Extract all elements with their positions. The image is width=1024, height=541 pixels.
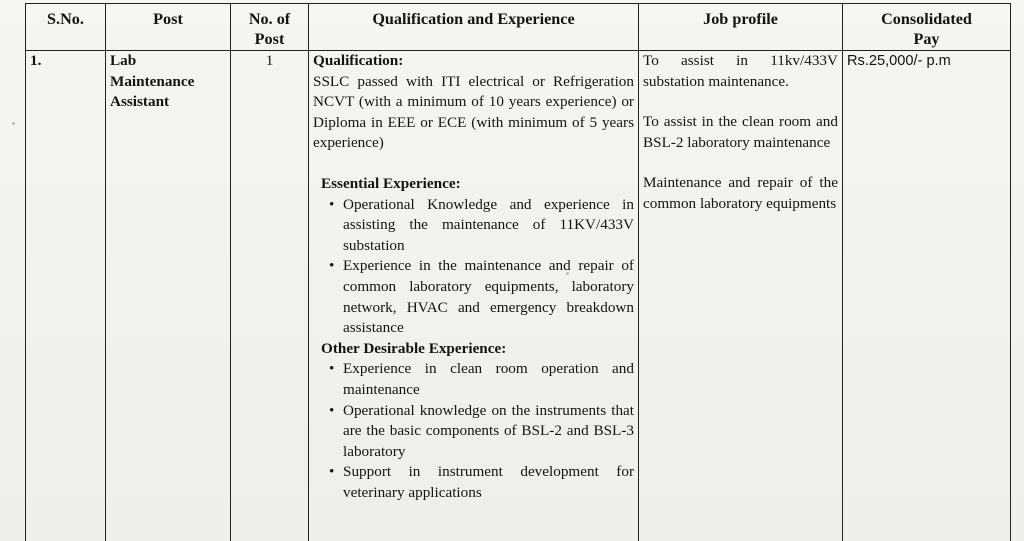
spacer xyxy=(313,154,634,174)
header-pay xyxy=(843,4,1011,51)
post-line: Assistant xyxy=(110,93,170,111)
essential-heading: Essential Experience: xyxy=(321,174,461,192)
table-row xyxy=(26,51,1011,541)
qualification-text: SSLC passed with ITI electrical or Refrigeration NCVT (with a minimum of 10 years experience) or Diploma in EEE or ECE (with minimum of 5 years experience) xyxy=(313,72,634,152)
job-profile-item: To assist in 11kv/433V substation maintenance. xyxy=(643,52,838,90)
spacer xyxy=(643,153,838,173)
job-vacancy-table xyxy=(25,3,1011,541)
desirable-item: • Experience in clean room operation and maintenance xyxy=(313,359,634,400)
spacer xyxy=(643,92,838,112)
header-job-profile: Job profile xyxy=(639,4,843,51)
scan-speck xyxy=(12,122,15,125)
cell-no-of-post: 1 xyxy=(231,51,309,541)
header-no-of-post xyxy=(231,4,309,51)
header-sno: S.No. xyxy=(26,4,106,51)
cell-qualification xyxy=(309,51,639,541)
header-no-of-post-line1: No. of xyxy=(248,10,291,28)
essential-item: • Operational Knowledge and experience in assisting the maintenance of 11KV/433V substation xyxy=(313,195,634,257)
cell-post xyxy=(106,51,231,541)
desirable-heading: Other Desirable Experience: xyxy=(321,339,507,357)
job-profile-item: To assist in the clean room and BSL-2 laboratory maintenance xyxy=(643,113,838,151)
header-qualification: Qualification and Experience xyxy=(309,4,639,51)
header-pay-line2: Pay xyxy=(913,30,940,48)
essential-item: • Experience in the maintenance and repair of common laboratory equipments, laboratory network, HVAC and emergency breakdown assistance xyxy=(313,256,634,338)
qualification-heading: Qualification: xyxy=(313,52,404,69)
table-header-row xyxy=(26,4,1011,51)
header-no-of-post-line2: Post xyxy=(254,30,285,48)
cell-sno: 1. xyxy=(26,51,106,541)
header-pay-line1: Consolidated xyxy=(881,10,972,28)
cell-job-profile xyxy=(639,51,843,541)
cell-pay: Rs.25,000/- p.m xyxy=(843,51,1011,541)
post-line: Lab xyxy=(110,52,137,69)
job-profile-item: Maintenance and repair of the common laboratory equipments xyxy=(643,174,838,212)
post-line: Maintenance xyxy=(110,72,195,90)
header-post: Post xyxy=(106,4,231,51)
desirable-item: • Support in instrument development for veterinary applications xyxy=(313,462,634,503)
desirable-item: • Operational knowledge on the instruments that are the basic components of BSL-2 and BSL-3 laboratory xyxy=(313,401,634,463)
